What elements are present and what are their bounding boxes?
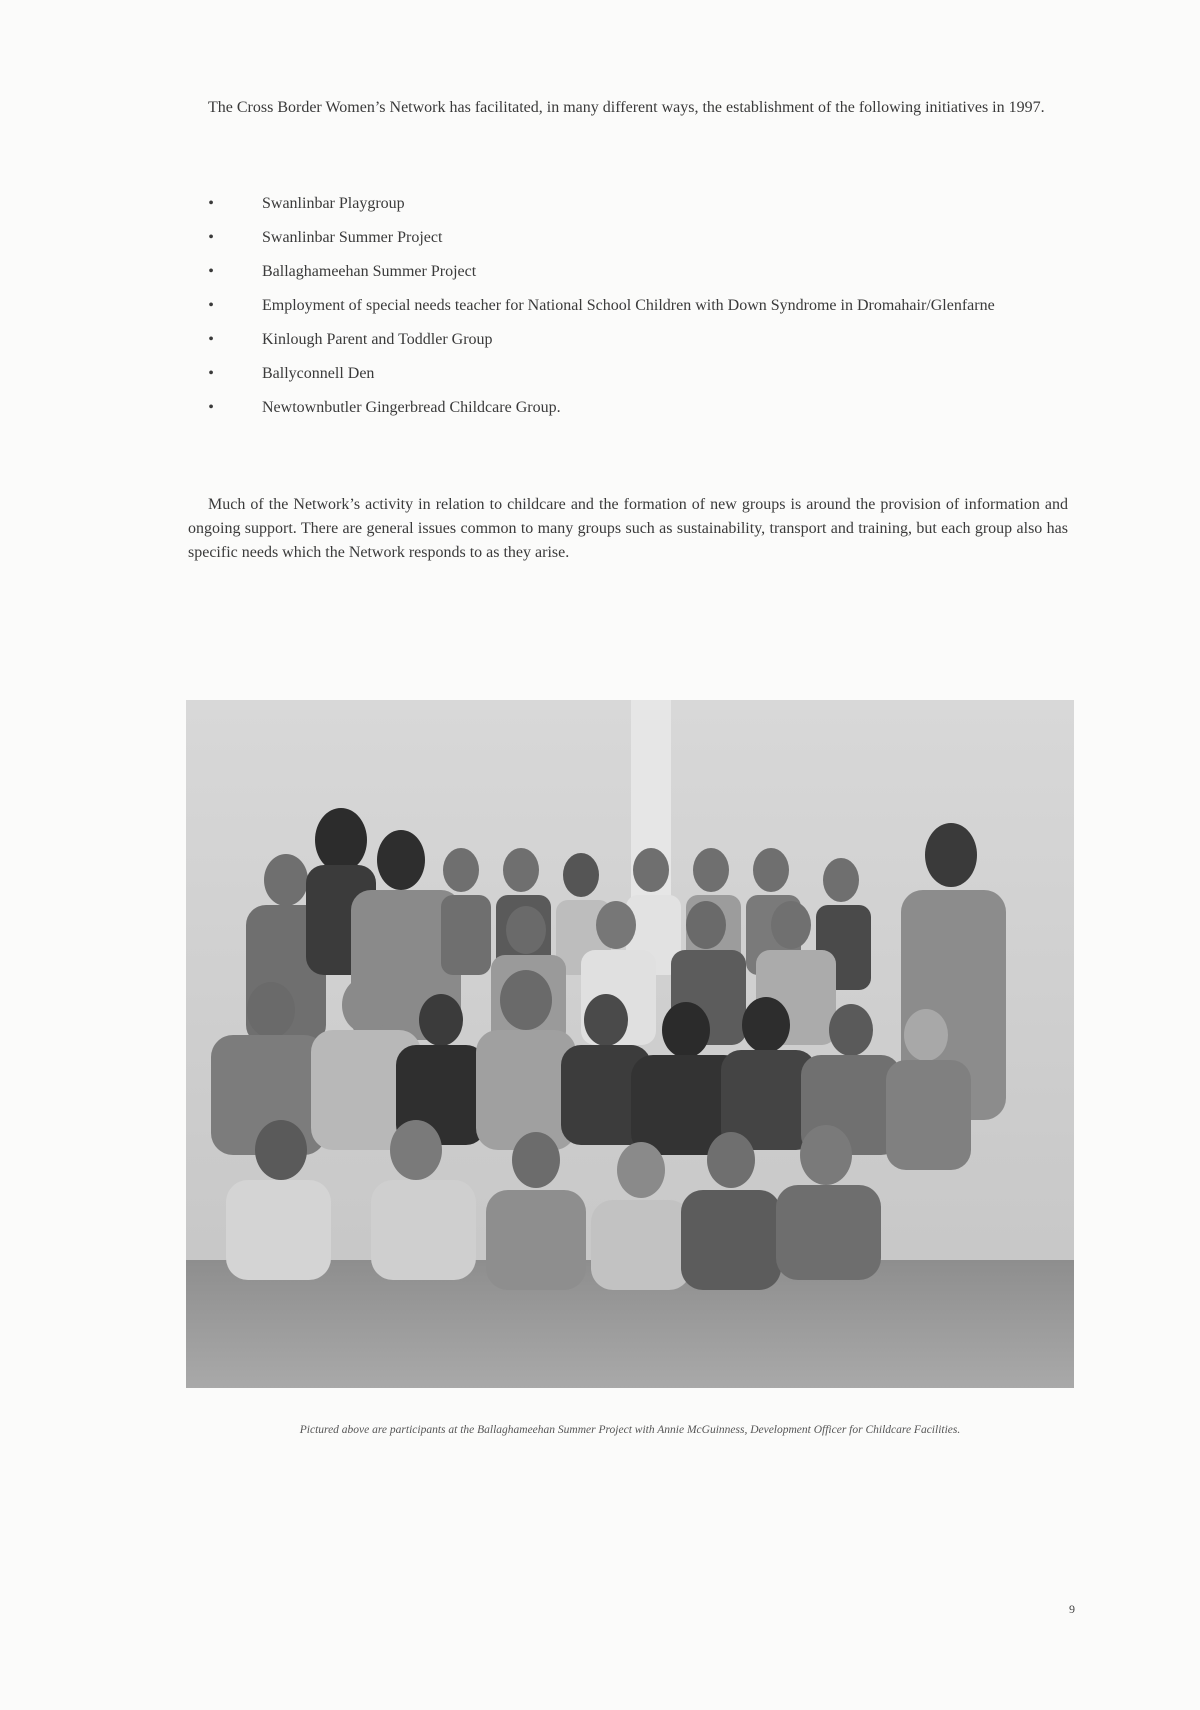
list-item [205, 226, 1005, 250]
list-item-text: Ballaghameehan Summer Project [262, 263, 477, 280]
list-item-text: Swanlinbar Summer Project [262, 229, 443, 246]
initiatives-list [205, 192, 1005, 430]
bullet-icon: • [208, 399, 214, 416]
list-item [205, 362, 1005, 386]
list-item-text: Swanlinbar Playgroup [262, 195, 405, 212]
list-item-text: Employment of special needs teacher for National School Children with Down Syndrome in Dromahair/Glenfarne [262, 297, 995, 314]
intro-paragraph: The Cross Border Women’s Network has facilitated, in many different ways, the establishment of the following initiatives in 1997. [208, 99, 1045, 116]
page-number: 9 [1069, 1602, 1075, 1616]
bullet-icon: • [208, 297, 214, 314]
list-item-text: Newtownbutler Gingerbread Childcare Group. [262, 399, 561, 416]
group-photo [186, 700, 1074, 1388]
list-item [205, 396, 1005, 420]
list-item [205, 260, 1005, 284]
body-paragraph: Much of the Network’s activity in relation to childcare and the formation of new groups is around the provision of information and ongoing support. There are general issues common to many groups such as sustainability, transport and training, but each group also has specific needs which the Network responds to as they arise. [188, 496, 1068, 561]
bullet-icon: • [208, 195, 214, 212]
bullet-icon: • [208, 229, 214, 246]
list-item [205, 328, 1005, 352]
list-item-text: Kinlough Parent and Toddler Group [262, 331, 493, 348]
bullet-icon: • [208, 365, 214, 382]
photo-caption: Pictured above are participants at the Ballaghameehan Summer Project with Annie McGuinness, Development Officer for Childcare Facilities. [299, 1424, 961, 1436]
list-item [205, 192, 1005, 216]
list-item [205, 294, 1005, 318]
bullet-icon: • [208, 331, 214, 348]
list-item-text: Ballyconnell Den [262, 365, 375, 382]
bullet-icon: • [208, 263, 214, 280]
group-photo-illustration [186, 700, 1074, 1388]
